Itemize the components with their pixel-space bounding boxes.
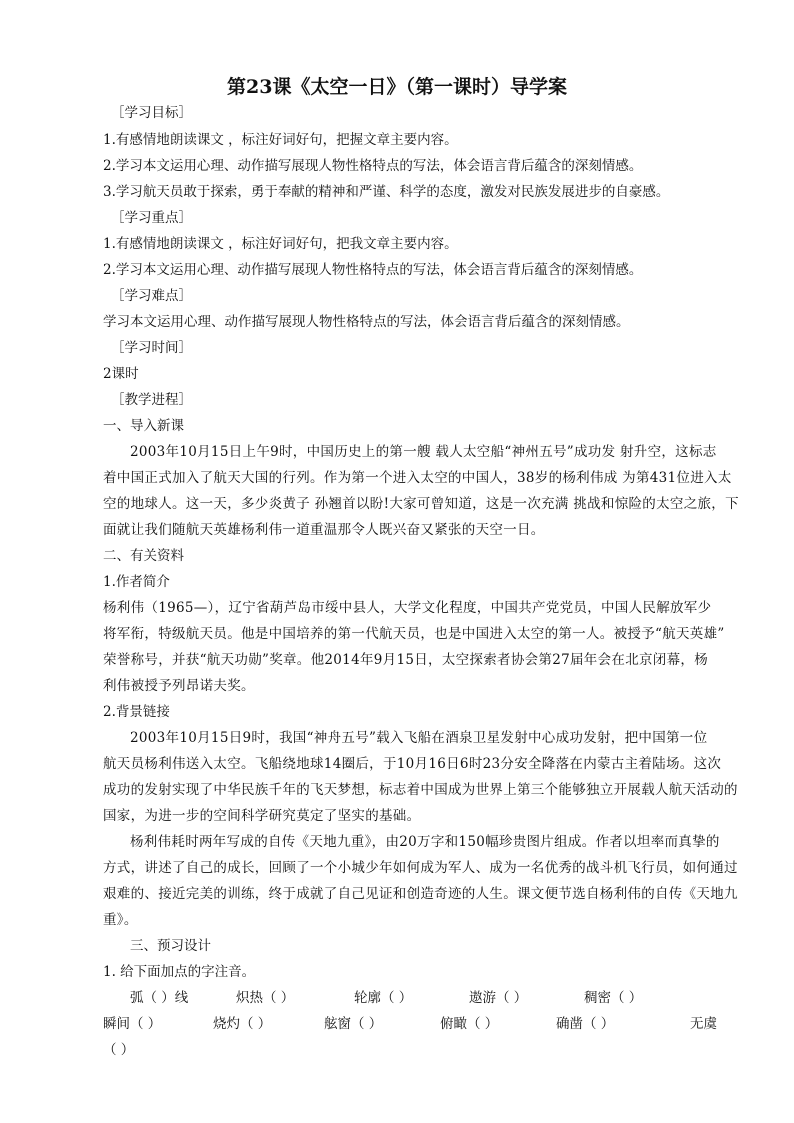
material-heading: 二、有关资料: [103, 548, 184, 564]
background-heading: 2.背景链接: [103, 704, 170, 720]
intro-line: 面就让我们随航天英雄杨利伟一道重温那令人既兴奋又紧张的天空一日。: [103, 522, 545, 538]
pinyin-item: 瞬间（ ）: [103, 1016, 162, 1032]
author-heading: 1.作者简介: [103, 574, 170, 590]
intro-line: 2003年10月15日上午9时，中国历史上的第一艘 载人太空船“神州五号”成功发 射升空，这标志: [130, 444, 717, 460]
pinyin-item: 遨游（ ）: [469, 990, 528, 1006]
goal-item: 3.学习航天员敢于探索，勇于奉献的精神和严谨、科学的态度，激发对民族发展进步的自豪感。: [103, 184, 670, 200]
focus-item: 1.有感情地朗读课文 ，标注好词好句，把我文章主要内容。: [103, 236, 458, 252]
background-line: 国家，为进一步的空间科学研究莫定了坚实的基础。: [103, 808, 421, 824]
difficulty-text: 学习本文运用心理、动作描写展现人物性格特点的写法，体会语言背后蕴含的深刻情感。: [103, 314, 630, 330]
background-line: 2003年10月15日9时，我国“神舟五号”载入飞船在酒泉卫星发射中心成功发射，把中国第一位: [130, 730, 708, 746]
pinyin-item: 烧灼（ ）: [213, 1016, 272, 1032]
intro-line: 着中国正式加入了航天大国的行列。作为第一个进入太空的中国人，38岁的杨利伟成 为第431位进入太: [103, 470, 732, 486]
author-line: 荣誉称号，并获“航天功勋”奖章。他2014年9月15日，太空探索者协会第27届年会在北京闭幕，杨: [103, 652, 709, 668]
book-line: 艰难的、接近完美的训练，终于成就了自己见证和创造奇迹的人生。课文便节选自杨利伟的自传《天地九: [103, 886, 738, 902]
pinyin-item: 舷窗（ ）: [324, 1016, 383, 1032]
preview-heading: 三、预习设计: [130, 938, 211, 954]
intro-line: 空的地球人。这一天，多少炎黄子 孙翘首以盼!大家可曾知道，这是一次充满 挑战和惊险的太空之旅，下: [103, 496, 739, 512]
goal-item: 2.学习本文运用心理、动作描写展现人物性格特点的写法，体会语言背后蕴含的深刻情感。: [103, 158, 643, 174]
author-line: 利伟被授予列昂诺夫奖。: [103, 678, 255, 694]
intro-heading: 一、导入新课: [103, 418, 184, 434]
pinyin-task: 1. 给下面加点的字注音。: [103, 964, 256, 980]
author-line: 将军衔，特级航天员。他是中国培养的第一代航天员，也是中国进入太空的第一人。被授予“航天英雄”: [103, 626, 725, 642]
background-line: 航天员杨利伟送入太空。飞船绕地球14圈后，于10月16日6时23分安全降落在内蒙古主着陆场。这次: [103, 756, 722, 772]
process-heading: ［教学进程］: [111, 392, 192, 408]
time-text: 2课时: [103, 366, 139, 382]
pinyin-item: 轮廓（ ）: [354, 990, 413, 1006]
focus-heading: ［学习重点］: [111, 210, 192, 226]
difficulty-heading: ［学习难点］: [111, 288, 192, 304]
time-heading: ［学习时间］: [111, 340, 192, 356]
goal-item: 1.有感情地朗读课文 ，标注好词好句，把握文章主要内容。: [103, 132, 458, 148]
page-title: 第23课《太空一日》（第一课时）导学案: [227, 76, 567, 98]
book-line: 方式，讲述了自己的成长，回顾了一个小城少年如何成为军人、成为一名优秀的战斗机飞行员，如何通过: [103, 860, 738, 876]
pinyin-item: 无虞: [690, 1016, 717, 1032]
author-line: 杨利伟（1965—），辽宁省葫芦岛市绥中县人，大学文化程度，中国共产党党员，中国人民解放军少: [103, 600, 712, 616]
pinyin-item: 弧（ ）线: [130, 990, 189, 1006]
focus-item: 2.学习本文运用心理、动作描写展现人物性格特点的写法，体会语言背后蕴含的深刻情感。: [103, 262, 643, 278]
pinyin-item: 俯瞰（ ）: [440, 1016, 499, 1032]
goals-heading: ［学习目标］: [111, 105, 192, 121]
book-line: 杨利伟耗时两年写成的自传《天地九重》，由20万字和150幅珍贵图片组成。作者以坦率而真挚的: [130, 834, 720, 850]
pinyin-item: 稠密（ ）: [584, 990, 643, 1006]
background-line: 成功的发射实现了中华民族千年的飞天梦想，标志着中国成为世界上第三个能够独立开展载人航天活动的: [103, 782, 738, 798]
pinyin-item: 确凿（ ）: [556, 1016, 615, 1032]
book-line: 重》。: [103, 912, 138, 928]
pinyin-item: 炽热（ ）: [236, 990, 295, 1006]
pinyin-item: （ ）: [103, 1042, 135, 1058]
